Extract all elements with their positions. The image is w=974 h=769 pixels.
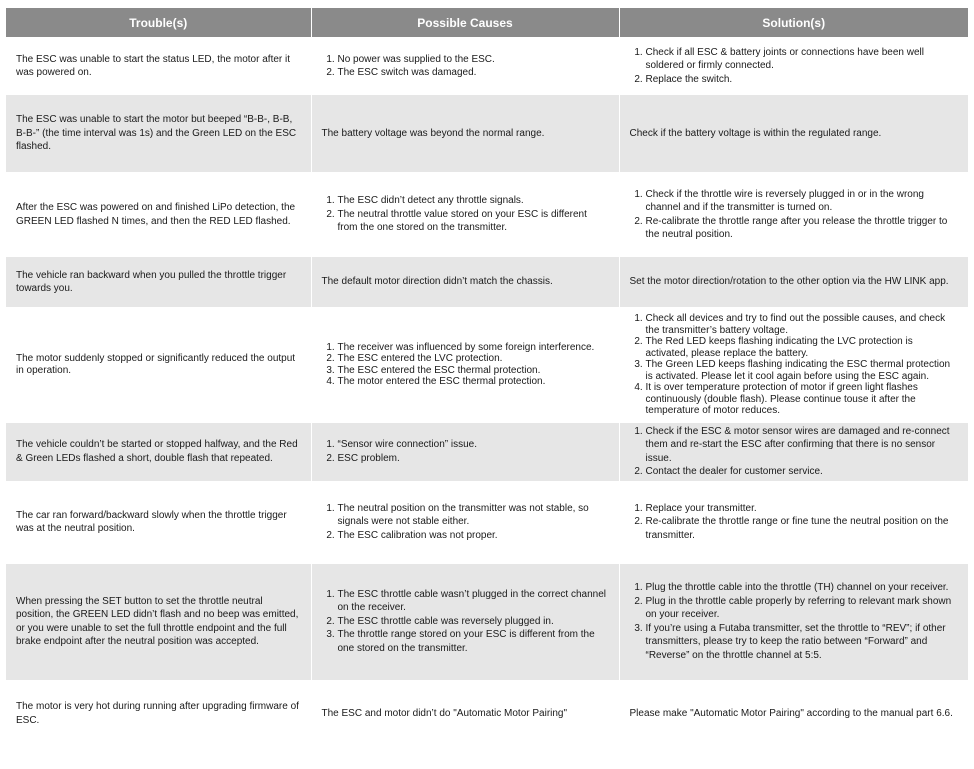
causes-cell xyxy=(311,421,619,483)
solution-item: 1. Replace your transmitter. xyxy=(646,502,959,516)
solution-item: 2. Re-calibrate the throttle range or fine tune the neutral position on the transmitter. xyxy=(646,515,959,542)
header-solutions: Solution(s) xyxy=(619,8,968,39)
cause-item: 2. The ESC calibration was not proper. xyxy=(338,529,609,543)
solutions-cell xyxy=(619,39,968,93)
trouble-cell: The vehicle couldn’t be started or stopped halfway, and the Red & Green LEDs flashed a short, double flash that repeated. xyxy=(6,421,311,483)
cause-item: 4. The motor entered the ESC thermal protection. xyxy=(338,376,609,388)
solution-item: 3. The Green LED keeps flashing indicating the ESC thermal protection is activated. Please let it cool again before using the ESC again. xyxy=(646,359,959,382)
table-row xyxy=(6,421,968,483)
cause-item: 1. The receiver was influenced by some foreign interference. xyxy=(338,342,609,354)
causes-cell xyxy=(311,174,619,255)
trouble-cell: The ESC was unable to start the status LED, the motor after it was powered on. xyxy=(6,39,311,93)
cause-item: 3. The throttle range stored on your ESC is different from the one stored on the transmitter. xyxy=(338,628,609,655)
solution-item: 2. Replace the switch. xyxy=(646,73,959,87)
solution-item: 1. Check all devices and try to find out the possible causes, and check the transmitter’s battery voltage. xyxy=(646,313,959,336)
table-row xyxy=(6,562,968,682)
solutions-cell: Please make "Automatic Motor Pairing" according to the manual part 6.6. xyxy=(619,682,968,744)
cause-item: 1. The ESC throttle cable wasn’t plugged in the correct channel on the receiver. xyxy=(338,588,609,615)
solution-item: 1. Plug the throttle cable into the throttle (TH) channel on your receiver. xyxy=(646,581,959,595)
solutions-cell xyxy=(619,174,968,255)
table-row xyxy=(6,309,968,421)
trouble-cell: When pressing the SET button to set the throttle neutral position, the GREEN LED didn’t flash and no beep was emitted, or you were unable to set the full throttle endpoint and the full brake endpoint after the neutral position was accepted. xyxy=(6,562,311,682)
solutions-cell xyxy=(619,309,968,421)
solution-item: 2. Contact the dealer for customer service. xyxy=(646,465,959,479)
causes-cell xyxy=(311,483,619,562)
table-row xyxy=(6,682,968,744)
solution-item: 2. Plug in the throttle cable properly by referring to relevant mark shown on your receiver. xyxy=(646,595,959,622)
table-row xyxy=(6,483,968,562)
causes-cell: The default motor direction didn’t match the chassis. xyxy=(311,255,619,309)
solution-item: 4. It is over temperature protection of motor if green light flashes continuously (double flash). Please continue touse it after the temperature of motor reduces. xyxy=(646,382,959,417)
solutions-cell: Check if the battery voltage is within the regulated range. xyxy=(619,93,968,174)
cause-item: 1. “Sensor wire connection” issue. xyxy=(338,438,609,452)
trouble-cell: The ESC was unable to start the motor but beeped “B-B-, B-B, B-B-” (the time interval was 1s) and the Green LED on the ESC flashed. xyxy=(6,93,311,174)
solution-item: 1. Check if the ESC & motor sensor wires are damaged and re-connect them and re-start the ESC after confirming that there is no sensor issue. xyxy=(646,425,959,466)
table-row xyxy=(6,93,968,174)
solutions-cell xyxy=(619,562,968,682)
table-row xyxy=(6,174,968,255)
solution-item: 3. If you’re using a Futaba transmitter, set the throttle to “REV”; if other transmitters, please try to keep the ratio between “Forward” and “Reverse” on the throttle channel at 5:5. xyxy=(646,622,959,663)
cause-item: 2. ESC problem. xyxy=(338,452,609,466)
cause-item: 1. The ESC didn’t detect any throttle signals. xyxy=(338,194,609,208)
cause-item: 1. No power was supplied to the ESC. xyxy=(338,53,609,67)
cause-item: 3. The ESC entered the ESC thermal protection. xyxy=(338,365,609,377)
solution-item: 1. Check if the throttle wire is reversely plugged in or in the wrong channel and if the transmitter is turned on. xyxy=(646,188,959,215)
trouble-cell: The car ran forward/backward slowly when the throttle trigger was at the neutral position. xyxy=(6,483,311,562)
solutions-cell xyxy=(619,483,968,562)
header-causes: Possible Causes xyxy=(311,8,619,39)
table-header-row xyxy=(6,8,968,39)
cause-item: 2. The ESC throttle cable was reversely plugged in. xyxy=(338,615,609,629)
solution-item: 2. Re-calibrate the throttle range after you release the throttle trigger to the neutral position. xyxy=(646,215,959,242)
troubleshooting-table xyxy=(6,8,968,744)
cause-item: 1. The neutral position on the transmitter was not stable, so signals were not stable either. xyxy=(338,502,609,529)
solution-item: 2. The Red LED keeps flashing indicating the LVC protection is activated, please replace the battery. xyxy=(646,336,959,359)
table-row xyxy=(6,39,968,93)
causes-cell xyxy=(311,39,619,93)
header-troubles: Trouble(s) xyxy=(6,8,311,39)
cause-item: 2. The ESC entered the LVC protection. xyxy=(338,353,609,365)
causes-cell: The battery voltage was beyond the normal range. xyxy=(311,93,619,174)
causes-cell xyxy=(311,562,619,682)
trouble-cell: The vehicle ran backward when you pulled the throttle trigger towards you. xyxy=(6,255,311,309)
cause-item: 2. The ESC switch was damaged. xyxy=(338,66,609,80)
causes-cell: The ESC and motor didn’t do "Automatic Motor Pairing" xyxy=(311,682,619,744)
trouble-cell: The motor is very hot during running after upgrading firmware of ESC. xyxy=(6,682,311,744)
solutions-cell: Set the motor direction/rotation to the other option via the HW LINK app. xyxy=(619,255,968,309)
cause-item: 2. The neutral throttle value stored on your ESC is different from the one stored on the transmitter. xyxy=(338,208,609,235)
solutions-cell xyxy=(619,421,968,483)
solution-item: 1. Check if all ESC & battery joints or connections have been well soldered or firmly connected. xyxy=(646,46,959,73)
causes-cell xyxy=(311,309,619,421)
trouble-cell: The motor suddenly stopped or significantly reduced the output in operation. xyxy=(6,309,311,421)
table-row xyxy=(6,255,968,309)
trouble-cell: After the ESC was powered on and finished LiPo detection, the GREEN LED flashed N times, and then the RED LED flashed. xyxy=(6,174,311,255)
